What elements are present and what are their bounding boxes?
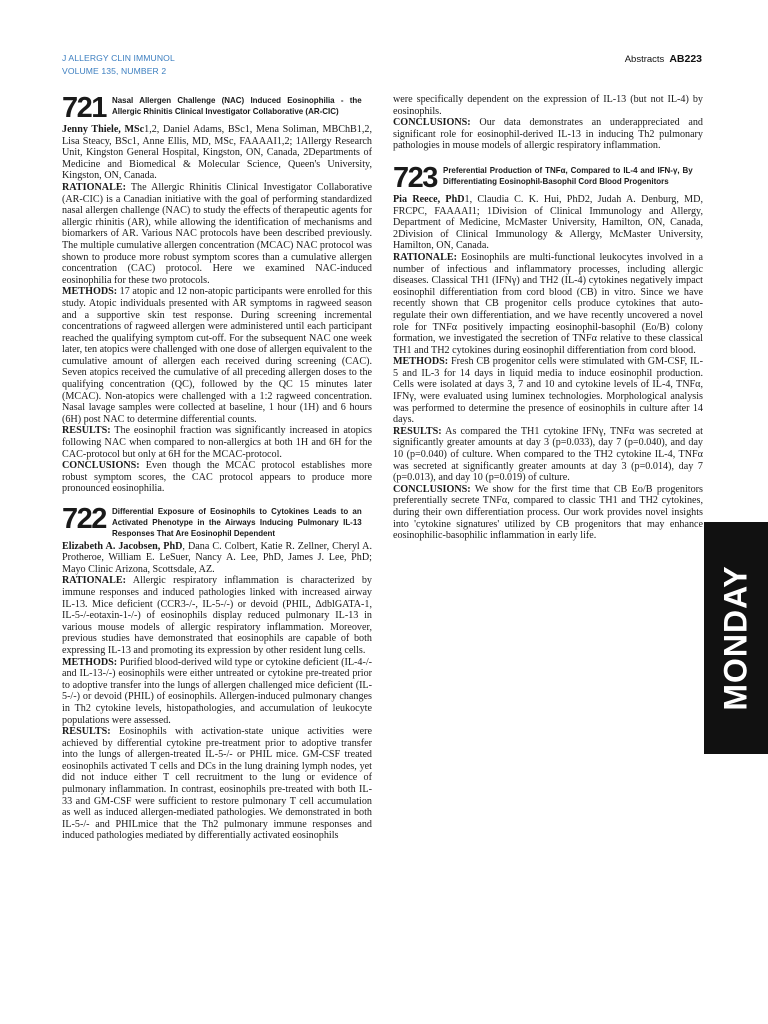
rationale-label: RATIONALE: (62, 575, 126, 587)
conclusions-text: We show for the first time that CB Eo/B progenitors preferentially secrete TNFα, compared to classic TH1 and TH2 cytokines, during their own differentiation process. Our work provides novel insights into 'cytokine signatures' utilized by CB progenitors that may enhance eosinophilic-basophilic inflammation in early life. (393, 483, 703, 542)
rationale-label: RATIONALE: (62, 181, 126, 193)
abstract-heading (393, 161, 703, 194)
results-continuation: were specifically dependent on the expression of IL-13 (but not IL-4) by eosinophils. (393, 94, 703, 117)
journal-volume: VOLUME 135, NUMBER 2 (62, 66, 167, 76)
results-paragraph (393, 426, 703, 484)
results-text: As compared the TH1 cytokine IFNγ, TNFα was secreted at significantly greater amounts at day 3 (p=0.033), day 7 (p=0.040), and day 10 (p=0.040) of culture. When compared to the TH2 cytokine IL-4, TNFα was secreted at significantly greater amounts at day 3 (p=0.014), day 7 (p=0.013), and day 10 (p=0.019) of culture. (393, 425, 703, 484)
section-name: Abstracts (624, 54, 665, 65)
abstract-authors (393, 194, 703, 252)
rationale-paragraph (393, 252, 703, 356)
methods-label: METHODS: (62, 656, 118, 668)
results-paragraph (62, 726, 372, 842)
conclusions-text: Even though the MCAC protocol establishes more robust symptom scores, the CAC protocol appears to produce more pronounced eosinophilia. (62, 460, 372, 495)
day-tab-label: MONDAY (717, 565, 754, 711)
author-list: 1, Claudia C. K. Hui, PhD2, Judah A. Denburg, MD, FRCPC, FAAAAI1; 1Division of Clinical Immunology and Allergy, Department of Medicine, McMaster University, Hamilton, ON, Canada, 2Division of Clinical Immunology & Allergy, McMaster University, Hamilton, ON, Canada. (393, 193, 703, 252)
right-column (393, 94, 703, 542)
rationale-paragraph (62, 182, 372, 286)
page-number: AB223 (669, 53, 702, 65)
abstract-authors (62, 124, 372, 182)
left-column (62, 94, 372, 842)
methods-text: Fresh CB progenitor cells were stimulated with GM-CSF, IL-5 and IL-3 for 14 days in liquid media to induce eosinophil production. Cells were isolated at days 3, 7 and 10 and cytokine levels of IL-4, TNFα, IFNγ, were evaluated using luminex technologies. Morphological analysis was performed to determine the presence of eosinophils in culture after 14 days. (393, 356, 703, 426)
methods-paragraph (62, 286, 372, 425)
methods-text: Purified blood-derived wild type or cytokine deficient (IL-4-/- and IL-13-/-) eosinophils were either untreated or cytokine pre-treated prior to adoptive transfer into the lungs of allergen challenged mice deficient (IL-5-/-) or devoid (PHIL) of eosinophils. Allergen-induced pulmonary changes in Th2 cytokine levels, histopathologies, and accumulation of leukocyte populations were assessed. (62, 656, 372, 726)
results-paragraph (62, 425, 372, 460)
conclusions-paragraph (393, 484, 703, 542)
conclusions-paragraph (62, 460, 372, 495)
rationale-text: Allergic respiratory inflammation is characterized by immune responses and induced pathologies linked with increased airway IL-13. Mice deficient (CCR3-/-, IL-5-/-) or devoid (PHIL, ΔdblGATA-1, IL-5-/-eotaxin-1-/-) of eosinophils display reduced pulmonary IL-13 in various mouse models of allergic respiratory inflammation. Moreover, previous studies have demonstrated that eosinophils are capable of both expressing IL-13 and promoting its expression by other resident lung cells. (62, 575, 372, 656)
results-label: RESULTS: (393, 425, 442, 437)
results-label: RESULTS: (62, 425, 111, 437)
conclusions-label: CONCLUSIONS: (62, 460, 140, 472)
author-list: 1,2, Daniel Adams, BSc1, Mena Soliman, MBChB1,2, Lisa Steacy, BSc1, Anne Ellis, MD, MSc, FAAAAI1,2; 1Allergy Research Unit, Kingston General Hospital, Kingston, ON, Canada, 2Departments of Medicine and Biomedical & Molecular Science, Queen's University, Kingston, ON, Canada. (62, 124, 372, 182)
lead-author: Jenny Thiele, MSc (62, 124, 145, 135)
abstract-title: Nasal Allergen Challenge (NAC) Induced Eosinophilia - the Allergic Rhinitis Clinical Investigator Collaborative (AR-CIC) (111, 95, 362, 117)
rationale-text: The Allergic Rhinitis Clinical Investigator Collaborative (AR-CIC) is a Canadian initiative with the goal of performing standardized nasal allergen challenge (NAC) to study the effects of therapeutic agents for allergic rhinitis (AR), while allowing the identification of mechanisms and biomarkers of AR. Various NAC protocols have been described previously. The multiple cumulative allergen concentration (MCAC) NAC protocol was shown to produce more robust symptom scores than a cumulative allergen concentration (CAC) protocol. Here we examined NAC-induced eosinophilia for these two protocols. (62, 181, 372, 286)
journal-name: J ALLERGY CLIN IMMUNOL (62, 53, 175, 63)
rationale-paragraph (62, 575, 372, 656)
abstract-722-continued (393, 94, 703, 152)
author-list: , Dana C. Colbert, Katie R. Zellner, Cheryl A. Protheroe, William E. LeSuer, Nancy A. Lee, PhD, James J. Lee, PhD; Mayo Clinic Arizona, Scottsdale, AZ. (62, 540, 372, 575)
abstract-number: 722 (62, 503, 106, 535)
abstract-heading (62, 94, 372, 123)
abstract-authors (62, 541, 372, 576)
methods-paragraph (393, 356, 703, 426)
conclusions-label: CONCLUSIONS: (393, 117, 471, 129)
rationale-label: RATIONALE: (393, 251, 457, 263)
abstract-title: Preferential Production of TNFα, Compared to IL-4 and IFN-γ, By Differentiating Eosinophil-Basophil Cord Blood Progenitors (442, 164, 693, 187)
abstract-title: Differential Exposure of Eosinophils to Cytokines Leads to an Activated Phenotype in the Airways Inducing Pulmonary IL-13 Responses That Are Eosinophil Dependent (111, 506, 362, 539)
methods-text: 17 atopic and 12 non-atopic participants were enrolled for this study. Atopic individuals presented with AR symptoms in ragweed season and a supportive skin test response. During screening incremental concentrations of ragweed allergen were administered until each participant reached the qualifying symptom cut-off. For the subsequent NAC one week later, ten atopics were challenged with one dose of allergen equivalent to the cumulative amount of allergen each received during screening (CAC). Seven atopics received the cumulative of all preceding allergen doses to the qualifying concentration (QC), followed by the QC 15 minutes later (MCAC). Non-atopics were challenged with a 1:2 ragweed concentration. Nasal lavage samples were collected at baseline, 1 hour (1H) and 6 hours (6H) post NAC to determine differential counts. (62, 286, 372, 425)
methods-label: METHODS: (62, 286, 118, 298)
results-text: Eosinophils with activation-state unique activities were achieved by differential cytokine pre-treatment prior to adoptive transfer into the lungs of allergen-treated IL-5-/- or PHIL mice. GM-CSF treated eosinophils activated T cells and DCs in the lung draining lymph nodes, yet did not induce either T cell recruitment to the lung or evidence of pulmonary inflammation. In contrast, eosinophils pre-treated with both IL-33 and GM-CSF were sufficient to restore pulmonary T cell accumulation as well as induced allergen-mediated pathologies. We demonstrated in both IL-5-/- and PHILmice that the Th2 pulmonary immune responses and induced pathologies mediated by differentially activated eosinophils (62, 726, 372, 842)
abstract-723 (393, 161, 703, 542)
abstract-number: 723 (393, 161, 437, 194)
abstract-number: 721 (62, 92, 106, 124)
results-label: RESULTS: (62, 726, 111, 738)
abstract-721 (62, 94, 372, 495)
results-text: The eosinophil fraction was significantly increased in atopics following NAC when compared to non-allergics at both 1H and 6H for the CAC-protocol but only at 6H for the MCAC-protocol. (62, 425, 372, 460)
rationale-text: Eosinophils are multi-functional leukocytes involved in a number of infectious and inflammatory processes, including allergic diseases. Classical TH1 (IFNγ) and TH2 (IL-4) cytokines negatively impact eosinophil differentiation from cord blood (CB) in vitro. Since we have recently shown that CB progenitor cells produce cytokines that auto-regulate their own differentiation, and we have recently uncovered a novel role for TNFα positively impacting eosinophil-basophil (Eo/B) colony formation, we investigated the secretion of TNFα relative to these classical TH1 and TH2 cytokines during eosinophil differentiation from cord blood. (393, 251, 703, 356)
conclusions-label: CONCLUSIONS: (393, 483, 471, 495)
lead-author: Elizabeth A. Jacobsen, PhD (62, 540, 183, 552)
conclusions-text: Our data demonstrates an underappreciated and significant role for eosinophil-derived IL-13 in inducing Th2 pulmonary pathologies in mouse models of allergic respiratory inflammation. (393, 117, 703, 152)
day-tab (704, 522, 768, 754)
abstract-722 (62, 505, 372, 842)
methods-paragraph (62, 657, 372, 727)
conclusions-paragraph (393, 117, 703, 152)
lead-author: Pia Reece, PhD (393, 193, 465, 205)
methods-label: METHODS: (393, 356, 449, 368)
page-header (625, 53, 702, 65)
journal-header (62, 52, 175, 78)
abstract-heading (62, 505, 372, 540)
